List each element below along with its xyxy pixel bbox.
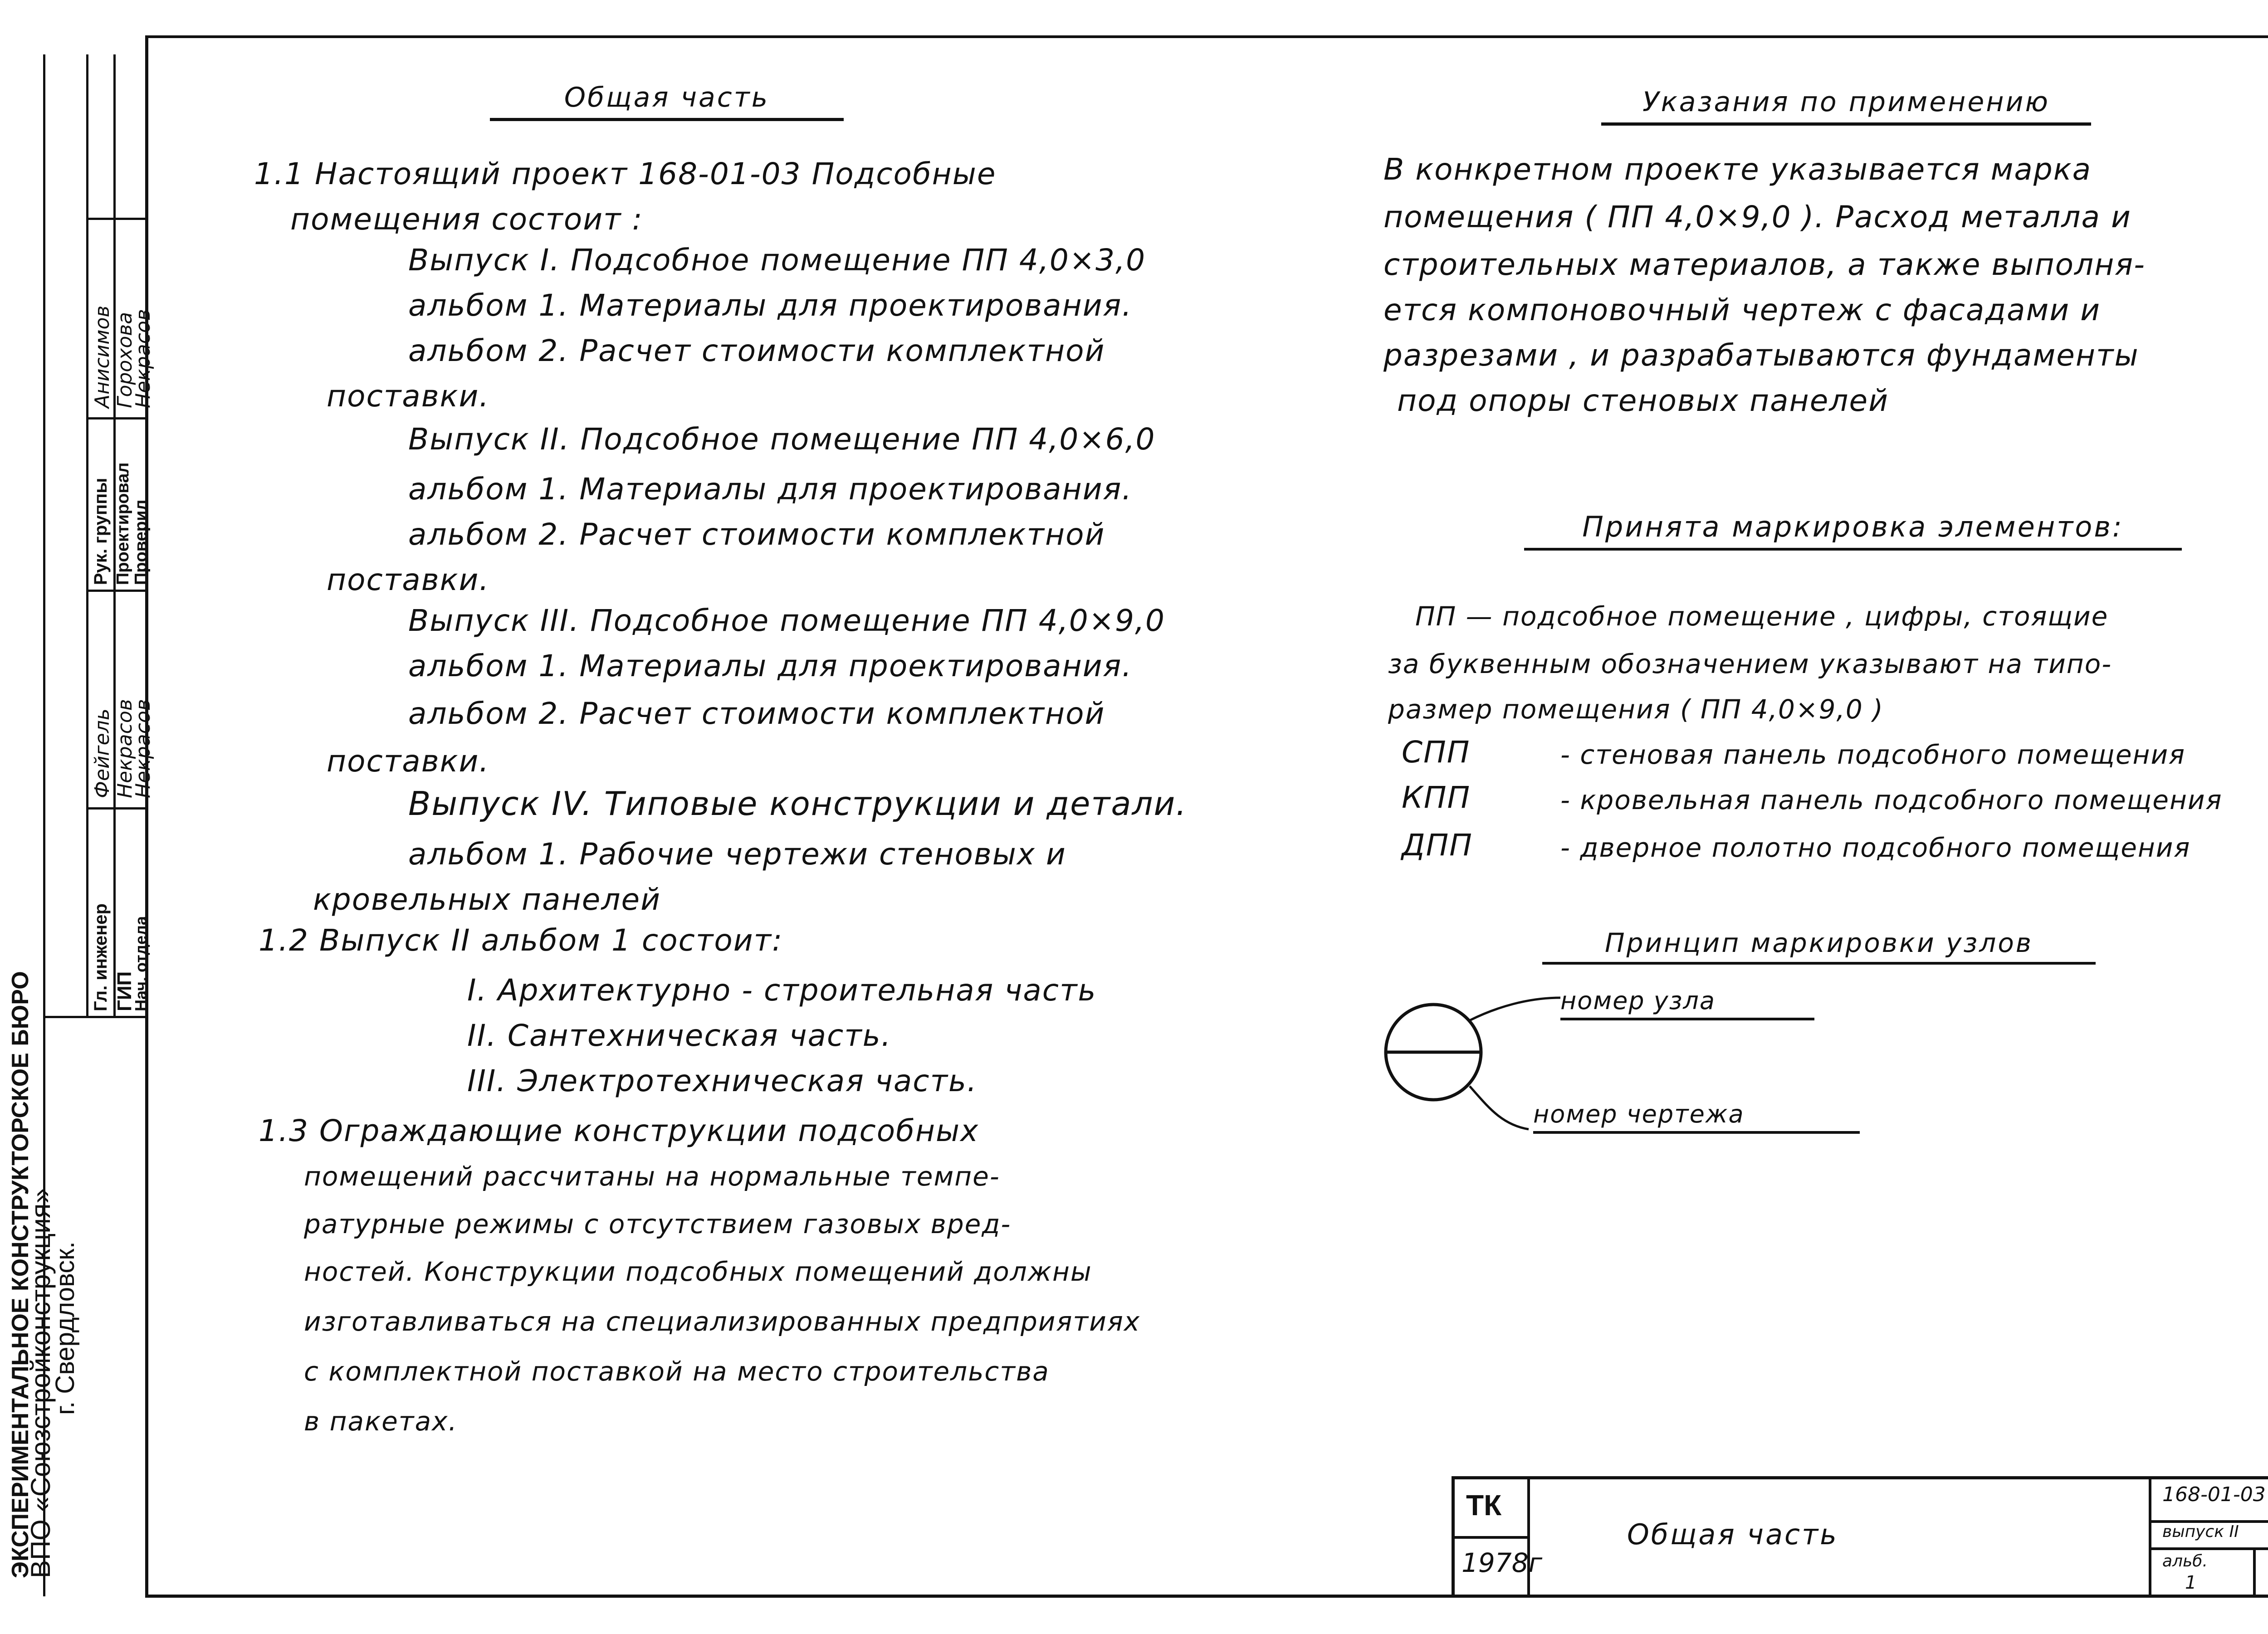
- stamp-name-4: Анисимов: [91, 305, 114, 408]
- left-line-26: изготавливаться на специализированных предприятиях: [304, 1306, 1141, 1337]
- right-line-6: под опоры стеновых панелей: [1397, 383, 1889, 418]
- left-line-1: 1.1 Настоящий проект 168-01-03 Подсобные: [254, 156, 997, 191]
- stamp-role-6: Проверил: [132, 499, 151, 585]
- left-line-28: в пакетах.: [304, 1406, 458, 1437]
- stamp-line-7: [86, 417, 147, 419]
- left-stamp: [0, 0, 163, 1634]
- stamp-name-5: Горохова: [113, 312, 137, 408]
- left-line-19: I. Архитектурно - строительная часть: [467, 973, 1097, 1008]
- left-line-25: ностей. Конструкции подсобных помещений должны: [304, 1256, 1092, 1287]
- left-line-16: альбом 1. Рабочие чертежи стеновых и: [408, 837, 1066, 872]
- left-line-2: помещения состоит :: [290, 202, 643, 237]
- stamp-org-line-1: ЭКСПЕРИМЕНТАЛЬНОЕ КОНСТРУКТОРСКОЕ БЮРО: [7, 971, 34, 1578]
- title-block: [1452, 1476, 2268, 1598]
- left-line-12: альбом 1. Материалы для проектирования.: [408, 649, 1133, 683]
- legend-desc-3: - дверное полотно подсобного помещения: [1560, 832, 2191, 863]
- stamp-name-2: Некрасов: [113, 699, 137, 798]
- stamp-role-5: Проектировал: [113, 462, 132, 585]
- left-line-18: 1.2 Выпуск II альбом 1 состоит:: [259, 923, 783, 958]
- node-heading: Принцип маркировки узлов: [1542, 927, 2096, 965]
- stamp-role-2: ГИП: [113, 971, 136, 1011]
- stamp-name-1: Фейгель: [91, 708, 114, 798]
- marking-heading: Принята маркировка элементов:: [1524, 510, 2182, 551]
- node-label-bottom: номер чертежа: [1533, 1100, 1860, 1134]
- marking-line-2: за буквенным обозначением указывают на типо-: [1388, 649, 2112, 679]
- right-heading: Указания по применению: [1601, 86, 2091, 126]
- tb-hline-3: [2149, 1547, 2268, 1550]
- right-line-1: В конкретном проекте указывается марка: [1383, 152, 2092, 187]
- left-line-8: альбом 1. Материалы для проектирования.: [408, 472, 1133, 507]
- legend-desc-2: - кровельная панель подсобного помещения: [1560, 785, 2223, 815]
- stamp-line-8: [86, 218, 147, 220]
- stamp-name-6: Некрасов: [132, 309, 155, 408]
- left-line-22: 1.3 Ограждающие конструкции подсобных: [259, 1113, 979, 1148]
- stamp-role-1: Гл. инженер: [91, 903, 111, 1011]
- left-line-20: II. Сантехническая часть.: [467, 1018, 892, 1053]
- tb-tk: ТК: [1466, 1489, 1502, 1522]
- tb-title: Общая часть: [1627, 1518, 1838, 1551]
- right-line-2: помещения ( ПП 4,0×9,0 ). Расход металла и: [1383, 200, 2131, 234]
- legend-code-2: КПП: [1402, 780, 1471, 815]
- tb-divider-2: [2149, 1479, 2151, 1595]
- stamp-org-line-3: г. Свердловск.: [50, 1241, 80, 1415]
- left-line-13: альбом 2. Расчет стоимости комплектной: [408, 696, 1105, 731]
- marking-line-3: размер помещения ( ПП 4,0×9,0 ): [1388, 694, 1884, 725]
- left-line-5: альбом 2. Расчет стоимости комплектной: [408, 333, 1105, 368]
- left-heading: Общая часть: [490, 82, 844, 121]
- left-line-15: Выпуск IV. Типовые конструкции и детали.: [408, 785, 1188, 823]
- tb-release: выпуск II: [2162, 1522, 2239, 1541]
- stamp-name-3: Некрасов: [132, 699, 155, 798]
- legend-desc-1: - стеновая панель подсобного помещения: [1560, 739, 2186, 770]
- left-line-3: Выпуск I. Подсобное помещение ПП 4,0×3,0: [408, 243, 1146, 278]
- tb-code: 168-01-03: [2162, 1483, 2266, 1506]
- stamp-org-line-2: ВПО «Союзстройконструкция»: [25, 1188, 56, 1578]
- left-line-24: ратурные режимы с отсутствием газовых вред-: [304, 1209, 1012, 1239]
- left-line-17: кровельных панелей: [313, 882, 661, 917]
- right-line-5: разрезами , и разрабатываются фундаменты: [1383, 338, 2139, 373]
- left-line-4: альбом 1. Материалы для проектирования.: [408, 288, 1133, 323]
- tb-album: 1: [2185, 1572, 2197, 1593]
- stamp-role-3: Нач. отдела: [132, 916, 150, 1011]
- left-line-21: III. Электротехническая часть.: [467, 1063, 978, 1098]
- node-label-top: номер узла: [1560, 986, 1814, 1020]
- marking-line-1: ПП — подсобное помещение , цифры, стоящие: [1415, 601, 2109, 632]
- left-line-14: поставки.: [327, 744, 490, 779]
- tb-album-label: альб.: [2162, 1552, 2208, 1571]
- leader-bottom: [1470, 1086, 1529, 1129]
- stamp-role-4: Рук. группы: [91, 478, 111, 585]
- legend-code-1: СПП: [1402, 735, 1471, 770]
- tb-year: 1978г: [1461, 1547, 1543, 1578]
- leader-top: [1470, 998, 1560, 1020]
- frame-top: [145, 35, 2268, 38]
- left-line-11: Выпуск III. Подсобное помещение ПП 4,0×9,0: [408, 603, 1165, 638]
- left-line-6: поставки.: [327, 379, 490, 414]
- right-line-4: ется компоновочный чертеж с фасадами и: [1383, 293, 2101, 327]
- left-line-23: помещений рассчитаны на нормальные темпе-: [304, 1161, 1000, 1192]
- stamp-line-4: [43, 1016, 147, 1018]
- left-line-9: альбом 2. Расчет стоимости комплектной: [408, 517, 1105, 552]
- right-line-3: строительных материалов, а также выполня-: [1383, 247, 2146, 282]
- left-line-27: с комплектной поставкой на место строительства: [304, 1356, 1050, 1387]
- left-line-7: Выпуск II. Подсобное помещение ПП 4,0×6,0: [408, 422, 1156, 457]
- stamp-line-5: [86, 807, 147, 810]
- legend-code-3: ДПП: [1402, 828, 1473, 863]
- left-line-10: поставки.: [327, 562, 490, 597]
- stamp-line-6: [86, 590, 147, 592]
- tb-divider-3: [2253, 1547, 2256, 1595]
- stamp-line-2: [86, 54, 88, 1016]
- tb-hline-1: [1455, 1536, 1527, 1539]
